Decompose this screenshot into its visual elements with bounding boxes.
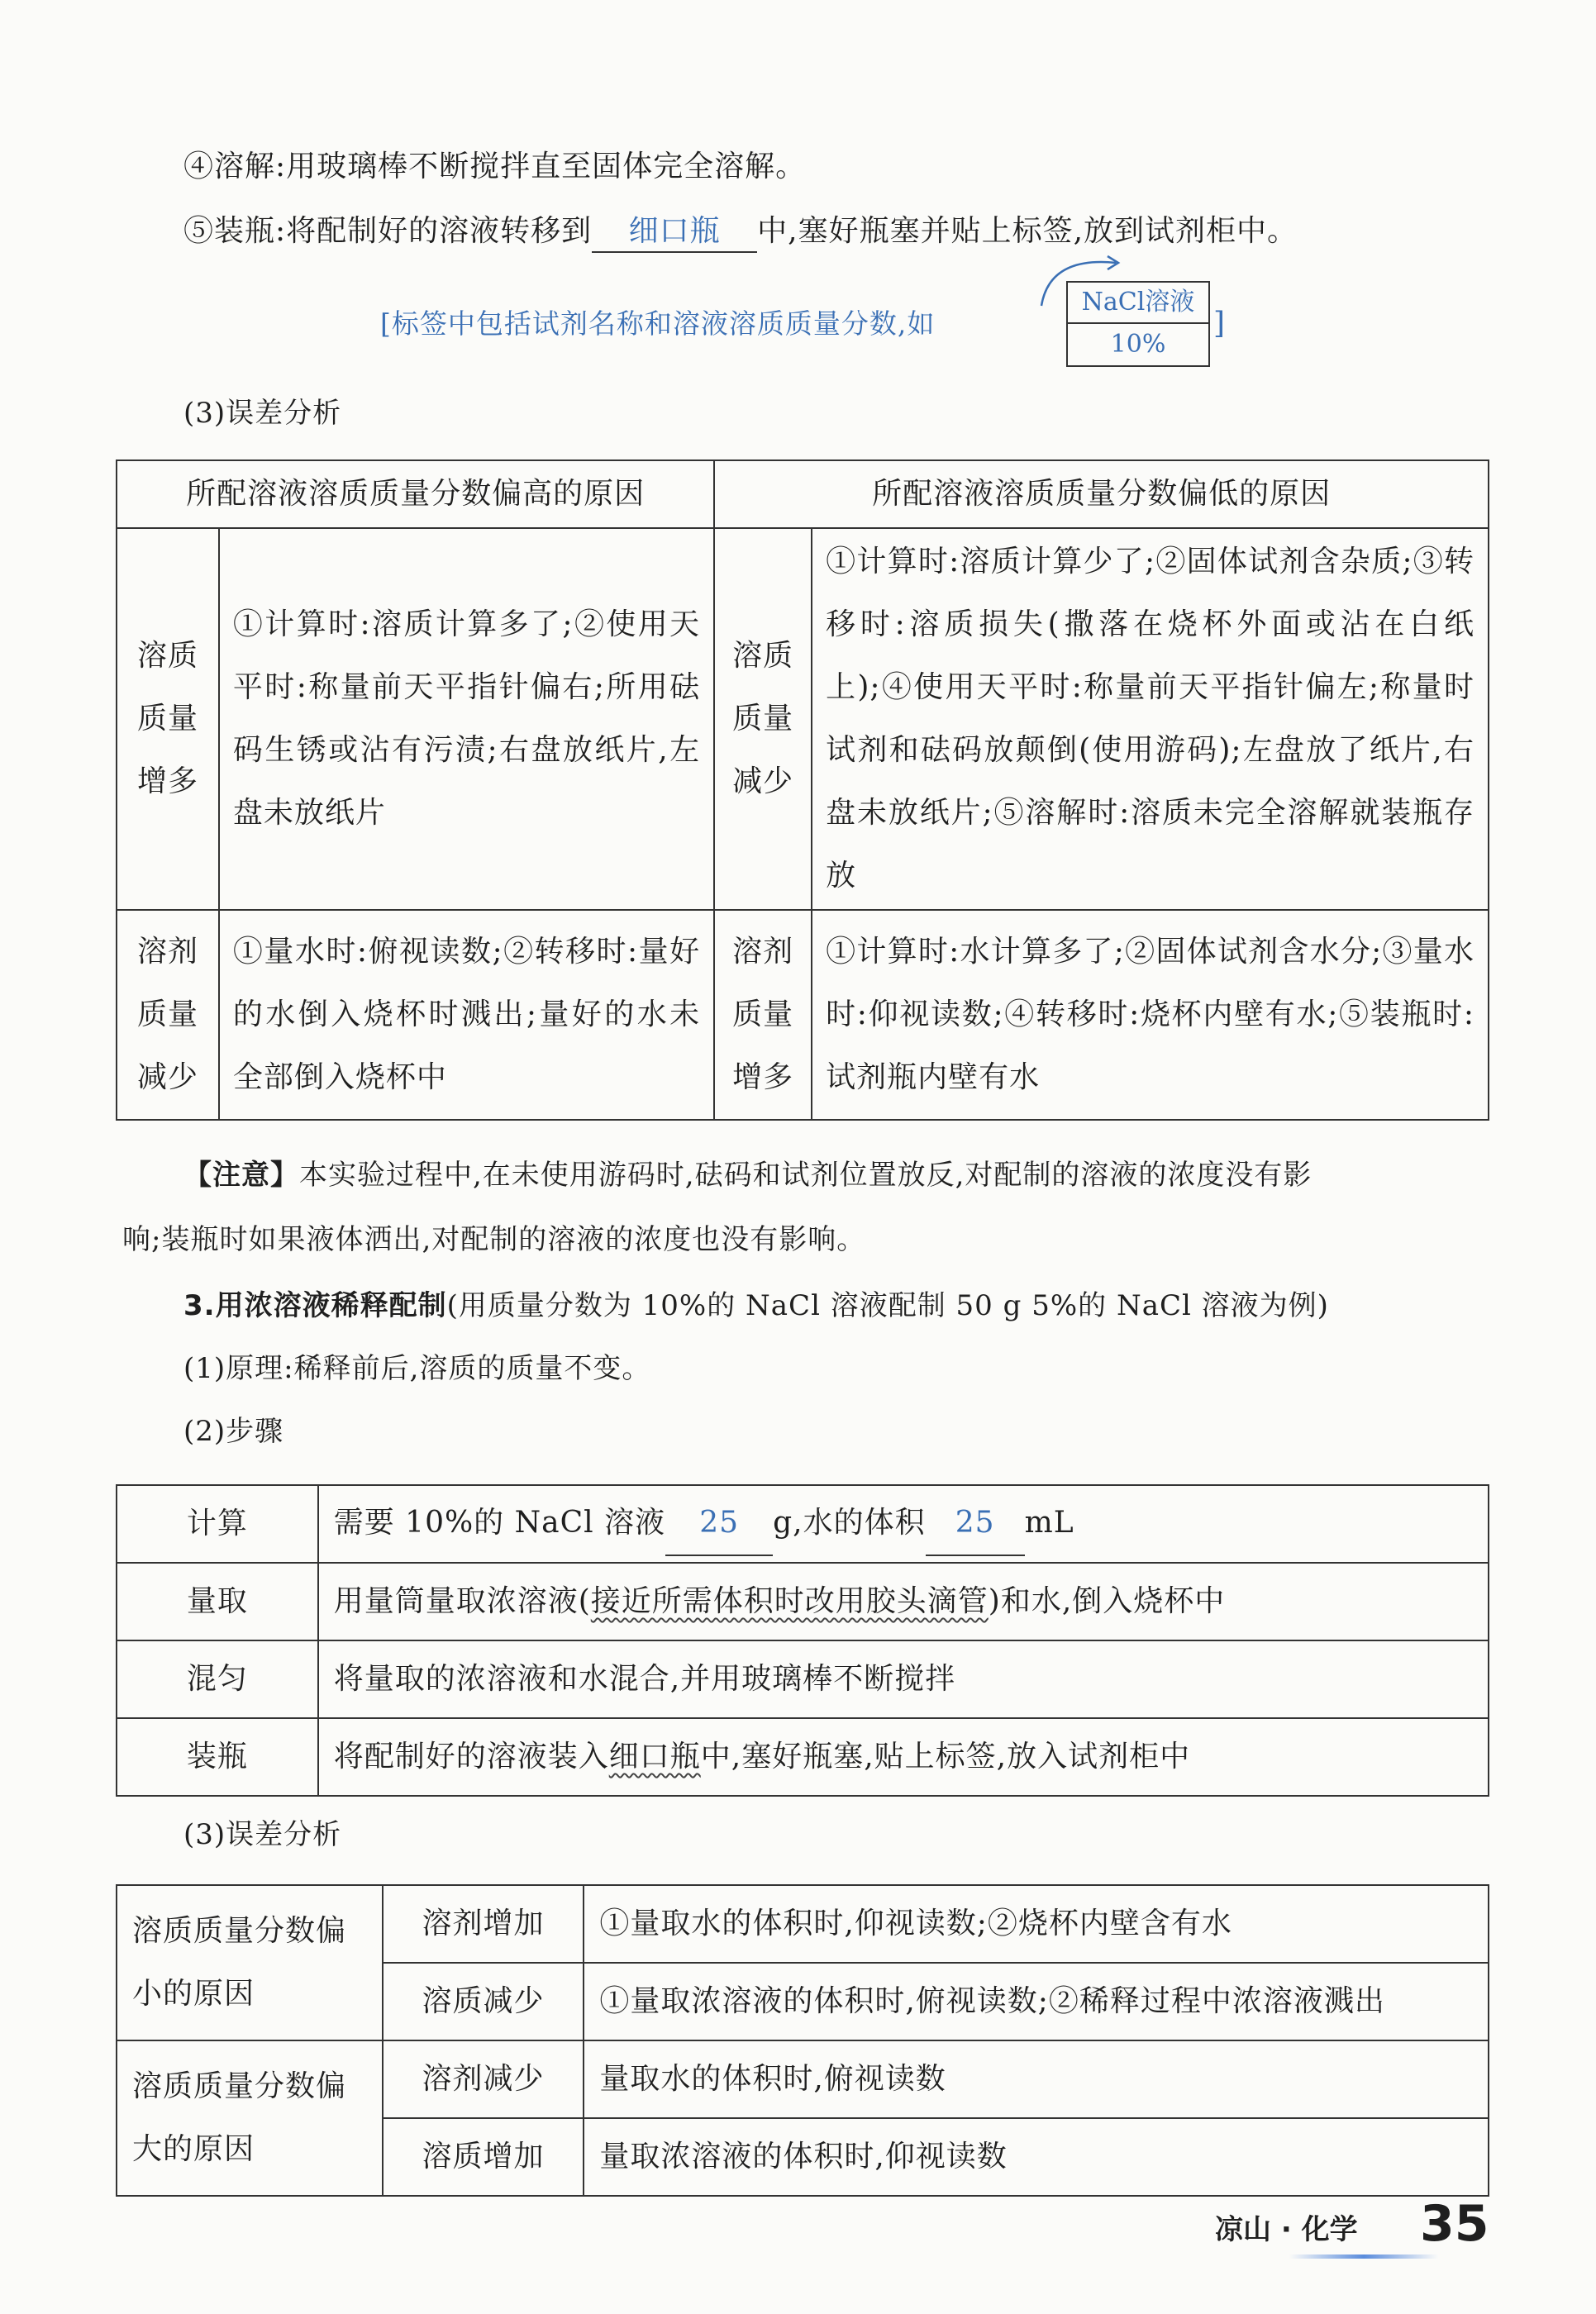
row2-left-label: 溶剂质量减少 <box>117 910 219 1120</box>
calc-answer-2: 25 <box>926 1492 1025 1556</box>
row1-left-text: ①计算时:溶质计算多了;②使用天平时:称量前天平指针偏右;所用砝码生锈或沾有污渍;右盘放纸片,左盘未放纸片 <box>219 528 714 910</box>
bottle-emphasis: 细口瓶 <box>608 1740 701 1774</box>
cause-solvent-increase: 溶剂增加 <box>383 1885 584 1963</box>
error1-heading: (3)误差分析 <box>183 397 342 430</box>
step4-text: ④溶解:用玻璃棒不断搅拌直至固体完全溶解。 <box>183 150 807 183</box>
row1-left-label: 溶质质量增多 <box>117 528 219 910</box>
calc-pre: 需要 10%的 NaCl 溶液 <box>333 1506 666 1540</box>
measure-pre: 用量筒量取浓溶液( <box>333 1584 591 1618</box>
calc-answer-1: 25 <box>665 1492 773 1556</box>
detail-solvent-increase: ①量取水的体积时,仰视读数;②烧杯内壁含有水 <box>584 1885 1489 1963</box>
row1-right-text: ①计算时:溶质计算少了;②固体试剂含杂质;③转移时:溶质损失(撒落在烧杯外面或沾在白纸上);④使用天平时:称量前天平指针偏左;称量时试剂和砝码放颠倒(使用游码);左盘放了纸片,右盘未放纸片;⑤溶解时:溶质未完全溶解就装瓶存放 <box>812 528 1489 910</box>
steps-table <box>116 1484 1489 1797</box>
note-tag: 【注意】 <box>183 1159 299 1192</box>
footer-rule <box>1289 2254 1438 2259</box>
row2-right-label: 溶剂质量增多 <box>714 910 812 1120</box>
row2-right-text: ①计算时:水计算多了;②固体试剂含水分;③量水时:仰视读数;④转移时:烧杯内壁有水;⑤装瓶时:试剂瓶内壁有水 <box>812 910 1489 1120</box>
step-name-mix: 混匀 <box>117 1640 318 1718</box>
label-top: NaCl溶液 <box>1068 283 1208 324</box>
row1-right-label: 溶质质量减少 <box>714 528 812 910</box>
step5-after: 中,塞好瓶塞并贴上标签,放到试剂柜中。 <box>757 214 1298 248</box>
measure-emphasis: 接近所需体积时改用胶头滴管 <box>590 1584 989 1618</box>
label-close: ] <box>1213 307 1227 340</box>
cause-solute-decrease: 溶质减少 <box>383 1963 584 2040</box>
group-large: 溶质质量分数偏大的原因 <box>117 2040 383 2196</box>
measure-post: )和水,倒入烧杯中 <box>988 1584 1226 1618</box>
step-mix-text: 将量取的浓溶液和水混合,并用玻璃棒不断搅拌 <box>318 1640 1489 1718</box>
principle: (1)原理:稀释前后,溶质的质量不变。 <box>183 1352 651 1385</box>
note-line1 <box>183 1155 1312 1195</box>
detail-solvent-decrease: 量取水的体积时,俯视读数 <box>584 2040 1489 2118</box>
step-name-measure: 量取 <box>117 1563 318 1640</box>
section3-title-line <box>183 1286 1329 1326</box>
bottle-post: 中,塞好瓶塞,贴上标签,放入试剂柜中 <box>700 1740 1191 1774</box>
calc-post: mL <box>1024 1506 1074 1540</box>
note-text-1: 本实验过程中,在未使用游码时,砝码和试剂位置放反,对配制的溶液的浓度没有影 <box>299 1159 1313 1192</box>
row2-left-text: ①量水时:俯视读数;②转移时:量好的水倒入烧杯时溅出;量好的水未全部倒入烧杯中 <box>219 910 714 1120</box>
step-name-bottle: 装瓶 <box>117 1718 318 1796</box>
step-calc-text <box>318 1485 1489 1563</box>
footer-book: 凉山 · 化学 <box>1215 2213 1358 2246</box>
cause-solute-increase: 溶质增加 <box>383 2118 584 2196</box>
note-line2: 响;装瓶时如果液体洒出,对配制的溶液的浓度也没有影响。 <box>122 1223 866 1256</box>
step5-answer: 细口瓶 <box>592 212 757 253</box>
col-low-header: 所配溶液溶质质量分数偏低的原因 <box>714 460 1489 528</box>
arrow-icon <box>1033 248 1132 314</box>
error-table-1 <box>116 459 1489 1121</box>
steps-heading: (2)步骤 <box>183 1415 284 1448</box>
step-name-calc: 计算 <box>117 1485 318 1563</box>
step-bottle-text <box>318 1718 1489 1796</box>
col-high-header: 所配溶液溶质质量分数偏高的原因 <box>117 460 714 528</box>
footer <box>1198 2195 1496 2261</box>
label-bottom: 10% <box>1110 330 1166 359</box>
error2-heading: (3)误差分析 <box>183 1818 342 1851</box>
section3-subtitle: (用质量分数为 10%的 NaCl 溶液配制 50 g 5%的 NaCl 溶液为例) <box>446 1289 1329 1322</box>
bottle-pre: 将配制好的溶液装入 <box>333 1740 609 1774</box>
error-table-2 <box>116 1884 1489 2197</box>
section3-title: 3.用浓溶液稀释配制 <box>183 1289 447 1322</box>
label-note: [标签中包括试剂名称和溶液溶质质量分数,如 <box>380 307 936 340</box>
step5-before: ⑤装瓶:将配制好的溶液转移到 <box>183 214 593 248</box>
detail-solute-increase: 量取浓溶液的体积时,仰视读数 <box>584 2118 1489 2196</box>
step-measure-text <box>318 1563 1489 1640</box>
step5-line <box>183 212 1298 253</box>
calc-mid: g,水的体积 <box>773 1506 926 1540</box>
cause-solvent-decrease: 溶剂减少 <box>383 2040 584 2118</box>
group-small: 溶质质量分数偏小的原因 <box>117 1885 383 2040</box>
footer-page: 35 <box>1420 2195 1489 2253</box>
detail-solute-decrease: ①量取浓溶液的体积时,俯视读数;②稀释过程中浓溶液溅出 <box>584 1963 1489 2040</box>
